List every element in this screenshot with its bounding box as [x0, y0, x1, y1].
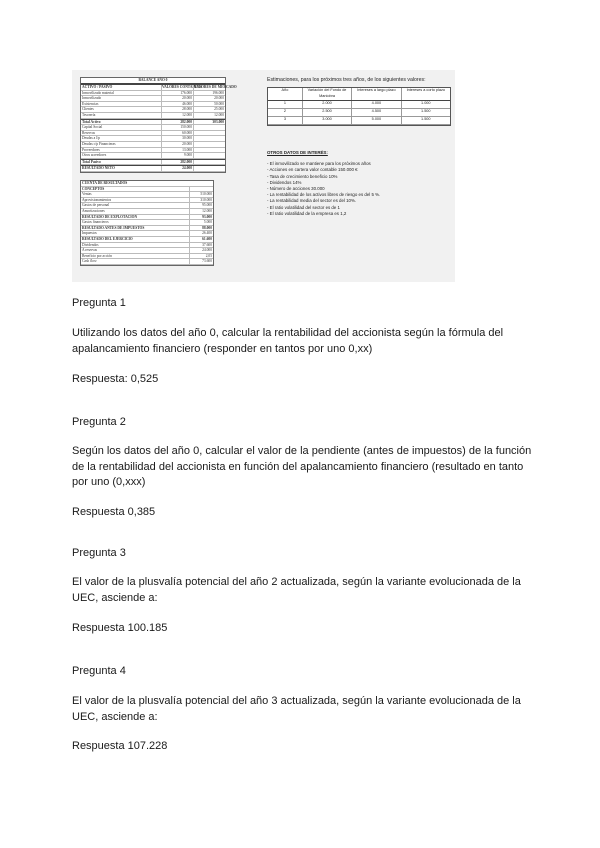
balance-cell: Inmovilizado material	[82, 90, 114, 95]
pyg-cell: 61.600	[189, 237, 213, 242]
question-4-body: El valor de la plusvalía potencial del año 3 actualizada, según la variante evolucionada de la UEC, asciende a:	[72, 695, 521, 723]
pyg-cell: Cash flow	[82, 259, 97, 264]
otros-list	[267, 161, 452, 217]
est-cell: 3	[283, 117, 286, 121]
pyg-cell	[189, 187, 213, 192]
balance-cell	[193, 166, 225, 171]
pyg-cell: Beneficio por acción	[82, 253, 112, 258]
estimaciones-body	[268, 101, 450, 125]
otros-item: - Tasa de crecimiento beneficio 10%	[267, 173, 338, 179]
estimaciones-row	[268, 109, 450, 117]
pyg-cell: 5.000	[189, 220, 213, 225]
question-1-answer: Respuesta: 0,525	[72, 373, 159, 385]
pyg-cell: 26.400	[189, 231, 213, 236]
estimaciones-title: Estimaciones, para los próximos tres años, de los siguientes valores:	[267, 77, 426, 83]
balance-cell: 176.000	[161, 91, 193, 96]
pyg-cell: Amortizaciones	[82, 208, 105, 213]
balance-row	[81, 165, 225, 172]
pyg-row	[81, 259, 213, 265]
pyg-cell: A reservas	[82, 248, 98, 253]
otros-datos	[267, 150, 452, 217]
otros-item: - Número de acciones 30.000	[267, 186, 325, 192]
balance-cell	[193, 131, 225, 136]
balance-row	[81, 159, 225, 166]
est-cell: 1.000	[401, 101, 450, 108]
pyg-cell: Impuestos	[82, 231, 97, 236]
balance-header-cell: VALORES CONTABLES	[162, 85, 202, 89]
balance-cell: 25.000	[193, 107, 225, 112]
balance-cell: 20.000	[161, 96, 193, 101]
balance-cell	[193, 153, 225, 158]
balance-cell: Total Activo	[82, 119, 101, 124]
pyg-cell: 310.000	[189, 198, 213, 203]
question-4-title: Pregunta 4	[72, 665, 126, 677]
question-1-title: Pregunta 1	[72, 297, 126, 309]
question-2-answer: Respuesta 0,385	[72, 506, 156, 518]
balance-cell: Deudas a l/p	[82, 136, 100, 141]
balance-cell: Capital Social	[82, 125, 103, 130]
balance-header-row	[81, 84, 237, 91]
balance-title: BALANCE AÑO 0	[81, 78, 225, 84]
balance-header-cell: ACTIVO / PASIVO	[82, 85, 113, 89]
balance-cell: 50.000	[193, 102, 225, 107]
question-3-body: El valor de la plusvalía potencial del año 2 actualizada, según la variante evolucionada de la UEC, asciende a:	[72, 576, 521, 604]
est-cell: 4.500	[351, 109, 400, 116]
est-cell: 4.000	[351, 101, 400, 108]
balance-cell	[193, 142, 225, 147]
balance-cell: 20.000	[193, 96, 225, 101]
balance-cell: 46.000	[161, 102, 193, 107]
balance-cell: 30.000	[161, 136, 193, 141]
pyg-cell: 73.600	[189, 259, 213, 264]
balance-cell: 60.000	[161, 131, 193, 136]
balance-cell: 12.000	[193, 113, 225, 118]
otros-item: - Acciones en cartera valor contable 150.000 €	[267, 167, 358, 173]
balance-cell: 196.000	[193, 91, 225, 96]
pyg-body	[81, 187, 213, 265]
pyg-cell: 12.000	[189, 209, 213, 214]
otros-item: - La rentabilidad media del sector es del 10%.	[267, 198, 357, 204]
pyg-cell: 510.000	[189, 192, 213, 197]
pyg-cell: Dividendos	[82, 242, 99, 247]
balance-cell: 303.000	[193, 120, 225, 125]
question-4-answer: Respuesta 107.228	[72, 740, 168, 752]
balance-cell: 282.000	[161, 160, 193, 165]
balance-cell	[193, 125, 225, 130]
est-cell: 1	[283, 101, 286, 105]
pyg-cell: 24.000	[189, 248, 213, 253]
balance-cell: 28.000	[161, 107, 193, 112]
pyg-cell: 93.000	[189, 215, 213, 220]
otros-item: - La rentabilidad de los activos libres de riesgo es del 5 %.	[267, 192, 381, 198]
pyg-title: CUENTA DE RESULTADOS	[82, 181, 128, 185]
est-header-cell: Intereses a largo plazo	[351, 88, 400, 100]
pyg-cell: RESULTADO DEL EJERCICIO	[82, 236, 133, 241]
question-3-title: Pregunta 3	[72, 547, 126, 559]
pyg-cell: RESULTADO ANTES DE IMPUESTOS	[82, 225, 145, 230]
balance-cell: 20.000	[161, 142, 193, 147]
est-header-cell: Variación del Fondo de Maniobra	[302, 88, 351, 100]
pyg-cell: 88.000	[189, 226, 213, 231]
pyg-cell: Gastos financieros	[82, 220, 109, 225]
balance-cell: 12.000	[161, 113, 193, 118]
balance-cell: RESULTADO NETO	[82, 166, 115, 171]
pyg-cell: RESULTADO DE EXPLOTACIÓN	[82, 214, 138, 219]
est-cell: 5.000	[351, 117, 400, 124]
balance-cell: 13.000	[161, 148, 193, 153]
balance-cell	[193, 136, 225, 141]
question-3-answer: Respuesta 100.185	[72, 622, 168, 634]
estimaciones-header-row	[268, 88, 450, 101]
est-cell: 2.500	[302, 109, 351, 116]
otros-title: OTROS DATOS DE INTERÉS:	[267, 150, 328, 155]
est-cell: 3.000	[302, 117, 351, 124]
balance-cell: Tesorería	[82, 112, 96, 117]
pyg-cell: 95.000	[189, 203, 213, 208]
otros-item: - El ratio volatilidad del sector es de 1	[267, 204, 340, 210]
pyg-cell: Ventas	[82, 192, 92, 197]
embedded-exercise-image	[72, 70, 455, 282]
question-2-body: Según los datos del año 0, calcular el valor de la pendiente (antes de impuestos) de la función de la rentabilidad del accionista en función del apalancamiento financiero (resultado en tanto por uno (0,xxx)	[72, 445, 532, 488]
balance-table	[80, 77, 237, 173]
otros-item: - Dividendos 14%	[267, 179, 302, 185]
balance-cell: 9.000	[161, 153, 193, 158]
estimaciones-table	[267, 87, 451, 126]
balance-cell: 150.000	[161, 125, 193, 130]
est-cell: 1.500	[401, 109, 450, 116]
balance-cell: Proveedores	[82, 147, 100, 152]
otros-item: - El inmovilizado se mantiene para los próximos años	[267, 161, 371, 167]
balance-header-cell: VALORES DE MERCADO	[194, 85, 237, 89]
est-cell: 2	[283, 109, 286, 113]
balance-row	[81, 119, 225, 126]
balance-cell	[193, 148, 225, 153]
balance-cell: 282.000	[161, 120, 193, 125]
balance-cell: Deudas c/p Financieras	[82, 141, 116, 146]
estimaciones-row	[268, 117, 450, 125]
balance-body	[81, 91, 225, 172]
pyg-cell: 2,05	[189, 254, 213, 259]
balance-cell: Inmovilizado	[82, 96, 102, 101]
balance-cell: Total Pasivo	[82, 159, 101, 164]
est-header-cell: Año	[281, 88, 289, 92]
est-cell: 1.500	[401, 117, 450, 124]
pyg-cell: CONCEPTOS	[82, 186, 105, 191]
balance-cell: Existencias	[82, 101, 99, 106]
pyg-cell: Gastos de personal	[82, 203, 110, 208]
pyg-cell: 37.600	[189, 243, 213, 248]
balance-cell: 24.000	[161, 166, 193, 171]
balance-cell: Clientes	[82, 107, 94, 112]
otros-item: - El ratio volatilidad de la empresa es 1,2	[267, 210, 347, 216]
est-cell: 2.000	[302, 101, 351, 108]
question-1-body: Utilizando los datos del año 0, calcular la rentabilidad del accionista según la fórmula del apalancamiento financiero (responder en tantos por uno 0,xx)	[72, 327, 504, 355]
balance-cell: Otros acreedores	[82, 153, 107, 158]
est-header-cell: Intereses a corto plazo	[401, 88, 450, 100]
pyg-cell: Aprovisionamientos	[82, 197, 112, 202]
income-statement-table	[80, 180, 214, 266]
balance-cell: Reservas	[82, 130, 95, 135]
estimaciones-row	[268, 101, 450, 109]
question-2-title: Pregunta 2	[72, 416, 126, 428]
balance-cell	[193, 160, 225, 165]
